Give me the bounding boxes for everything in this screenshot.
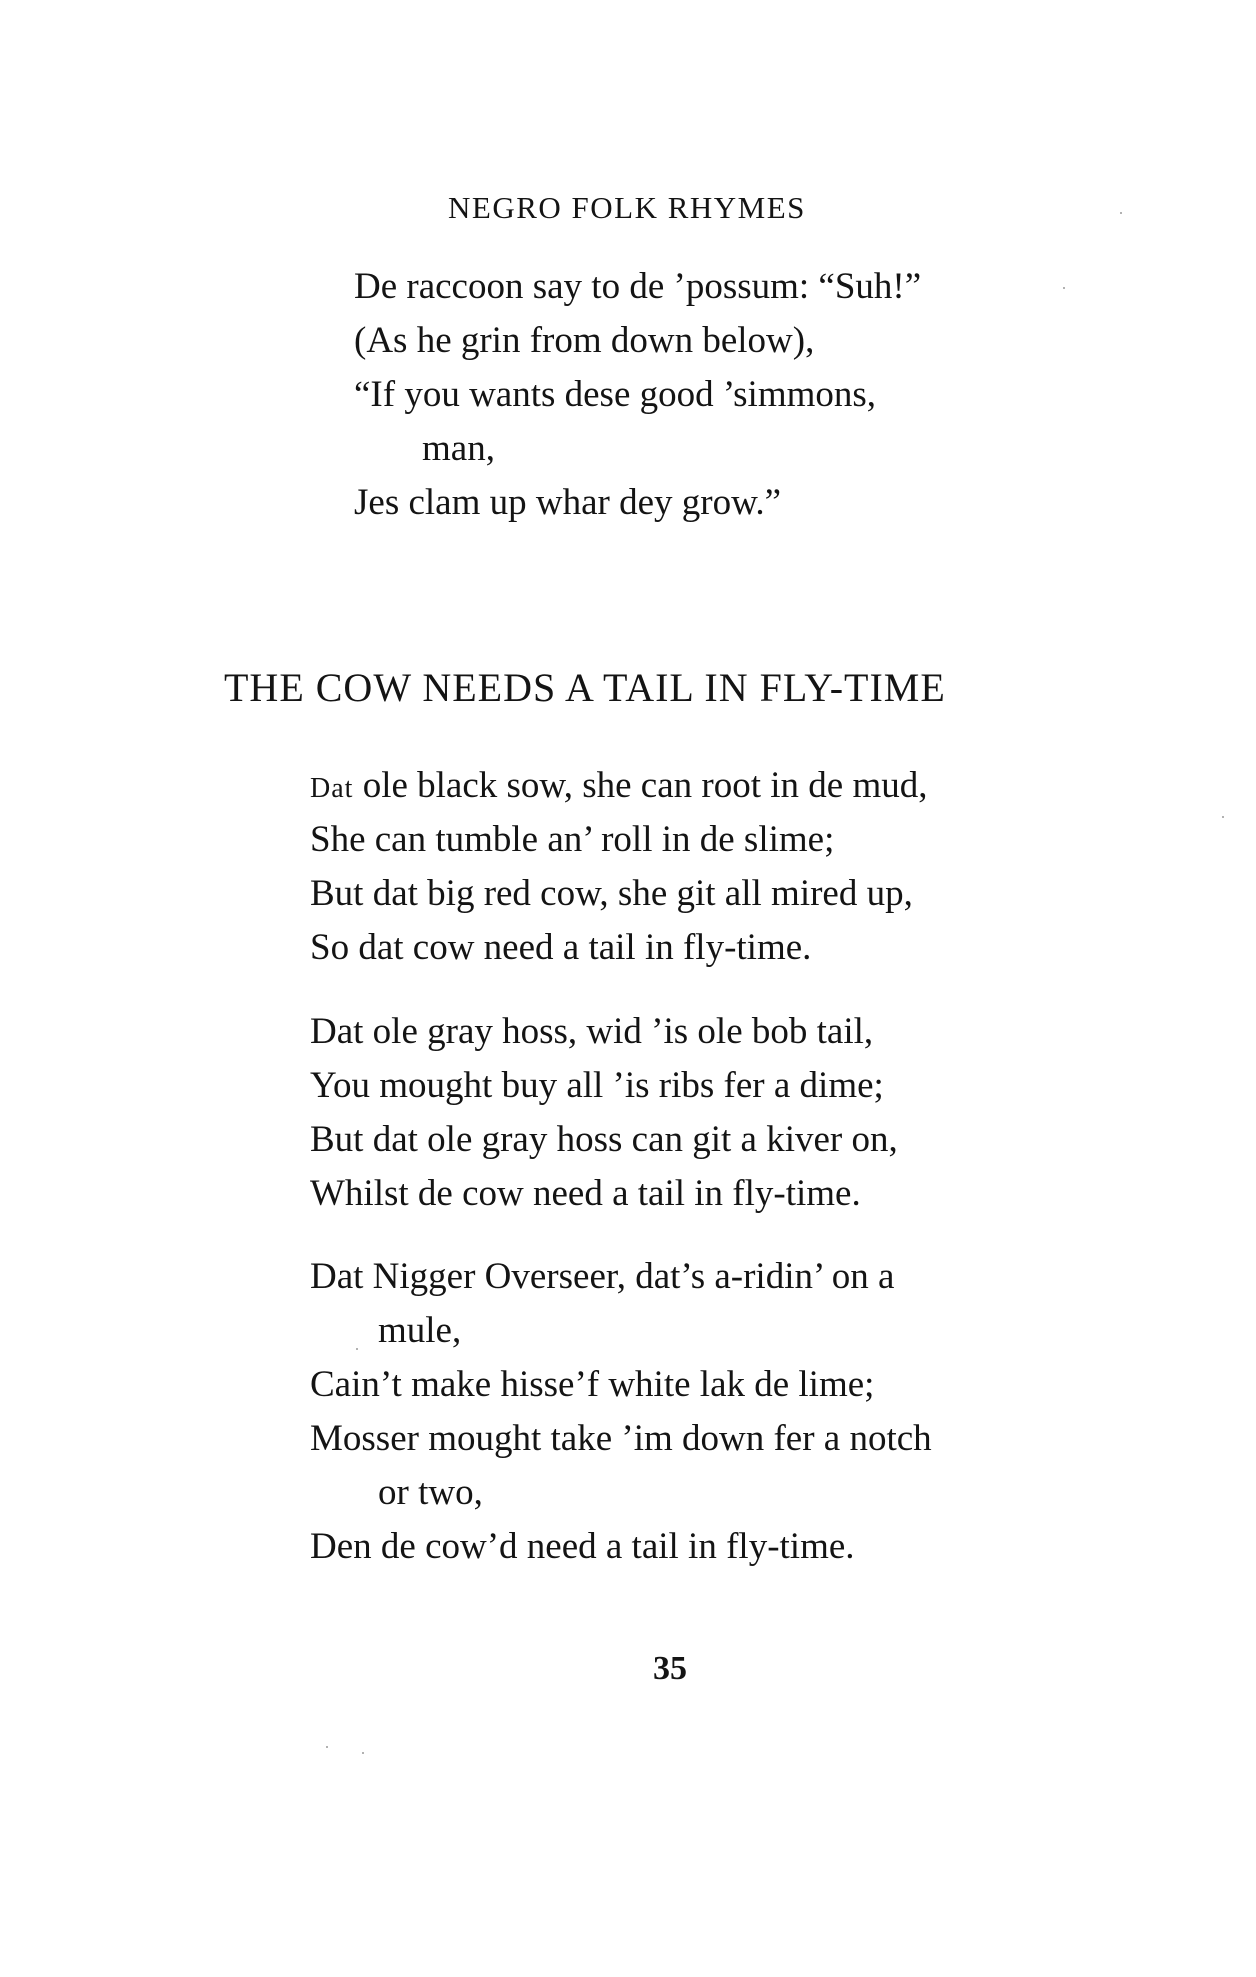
verse-line: Jes clam up whar dey grow.”: [354, 482, 782, 523]
scan-speck: [362, 1752, 364, 1754]
verse-line-rest: ole black sow, she can root in de mud,: [353, 765, 928, 806]
stanza-1: [310, 759, 927, 975]
verse-line: But dat ole gray hoss can git a kiver on,: [310, 1119, 898, 1160]
verse-line: But dat big red cow, she git all mired up,: [310, 873, 913, 914]
verse-line: Dat Nigger Overseer, dat’s a-ridin’ on a: [310, 1256, 895, 1297]
verse-line: [310, 759, 927, 813]
page-number: 35: [653, 1650, 687, 1687]
verse-line: De raccoon say to de ’possum: “Suh!”: [354, 266, 922, 307]
stanza-2: [310, 1005, 898, 1221]
verse-line: “If you wants dese good ’simmons,: [354, 374, 877, 415]
verse-line: She can tumble an’ roll in de slime;: [310, 819, 835, 860]
verse-line: Dat ole gray hoss, wid ’is ole bob tail,: [310, 1011, 874, 1052]
scan-speck: [1120, 212, 1122, 214]
scan-speck: [1063, 287, 1065, 289]
scan-speck: [1222, 816, 1224, 818]
verse-line-continuation: man,: [422, 428, 495, 469]
scan-speck: [356, 1348, 358, 1350]
verse-line-continuation: mule,: [378, 1310, 462, 1351]
previous-poem-stanza: [354, 260, 921, 530]
verse-line: You mought buy all ’is ribs fer a dime;: [310, 1065, 884, 1106]
verse-line: Mosser mought take ’im down fer a notch: [310, 1418, 932, 1459]
verse-line: Den de cow’d need a tail in fly-time.: [310, 1526, 855, 1567]
verse-line: Whilst de cow need a tail in fly-time.: [310, 1173, 861, 1214]
stanza-3: [310, 1250, 932, 1574]
verse-line-continuation: or two,: [378, 1472, 483, 1513]
drop-word: Dat: [310, 773, 354, 804]
running-head: NEGRO FOLK RHYMES: [448, 190, 806, 225]
verse-line: (As he grin from down below),: [354, 320, 815, 361]
verse-line: Cain’t make hisse’f white lak de lime;: [310, 1364, 875, 1405]
verse-line: So dat cow need a tail in fly-time.: [310, 927, 812, 968]
poem-title: THE COW NEEDS A TAIL IN FLY-TIME: [224, 665, 946, 710]
scan-speck: [326, 1746, 328, 1748]
